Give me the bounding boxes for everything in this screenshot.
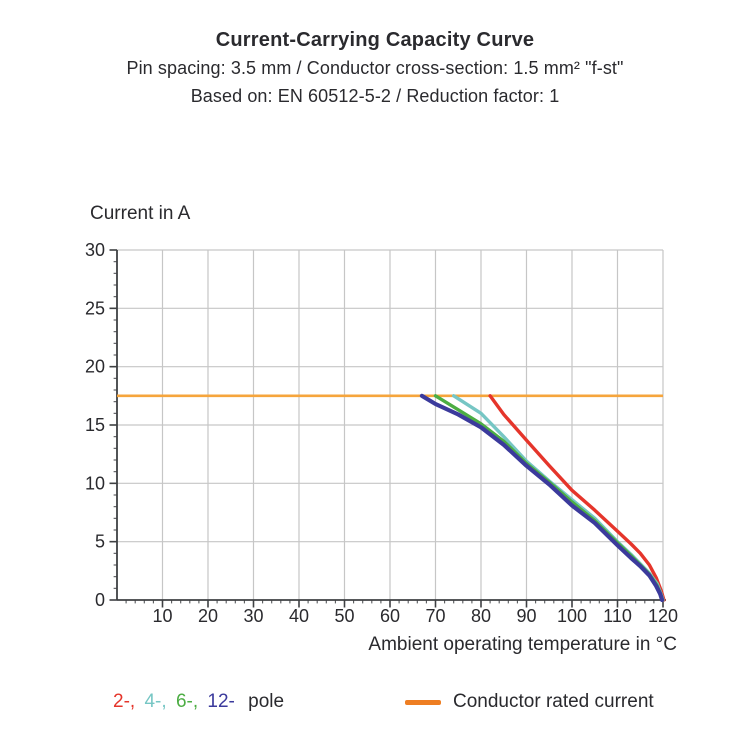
- chart-title: Current-Carrying Capacity Curve: [215, 29, 535, 51]
- rated-current-label: Conductor rated current: [453, 691, 654, 712]
- x-tick-label: 90: [516, 606, 537, 626]
- y-tick-label: 30: [84, 240, 105, 260]
- y-tick-label: 15: [84, 415, 105, 435]
- legend-pole-word: pole: [248, 691, 285, 712]
- legend-poles: [113, 691, 288, 713]
- x-tick-label: 30: [243, 606, 264, 626]
- x-tick-label: 50: [334, 606, 355, 626]
- y-tick-label: 20: [84, 356, 105, 377]
- series-6-pole-curve: [436, 396, 663, 600]
- x-tick-label: 40: [288, 606, 310, 626]
- capacity-chart-canvas: [0, 230, 750, 634]
- x-tick-label: 20: [197, 606, 219, 626]
- legend-pole-item-2: 2-,: [113, 691, 136, 712]
- y-tick-label: 10: [84, 473, 105, 494]
- legend-pole-item-6: 6-,: [175, 691, 199, 712]
- y-tick-label: 0: [94, 590, 105, 610]
- x-tick-label: 100: [556, 606, 588, 626]
- chart-subtitle-spec: Pin spacing: 3.5 mm / Conductor cross-section: 1.5 mm² "f-st": [126, 58, 624, 78]
- x-tick-label: 70: [425, 606, 446, 626]
- y-tick-label: 5: [94, 531, 105, 552]
- x-tick-label: 60: [379, 606, 401, 626]
- x-tick-label: 120: [647, 606, 679, 626]
- series-12-pole-curve: [422, 396, 662, 600]
- rated-current-line-swatch: [405, 700, 441, 705]
- x-tick-label: 10: [152, 606, 173, 626]
- legend-pole-item-12: 12-: [207, 691, 235, 712]
- series-2-pole-curve: [490, 396, 664, 600]
- y-axis-title: Current in A: [90, 203, 191, 224]
- chart-header: [0, 26, 750, 110]
- y-tick-label: 25: [84, 298, 105, 319]
- x-axis-title: Ambient operating temperature in °C: [368, 634, 677, 655]
- legend-rated: [405, 691, 654, 713]
- x-tick-label: 110: [603, 606, 632, 626]
- legend-pole-item-4: 4-,: [144, 691, 167, 712]
- x-tick-label: 80: [470, 606, 492, 626]
- chart-subtitle-standard: Based on: EN 60512-5-2 / Reduction factor: 1: [190, 86, 560, 106]
